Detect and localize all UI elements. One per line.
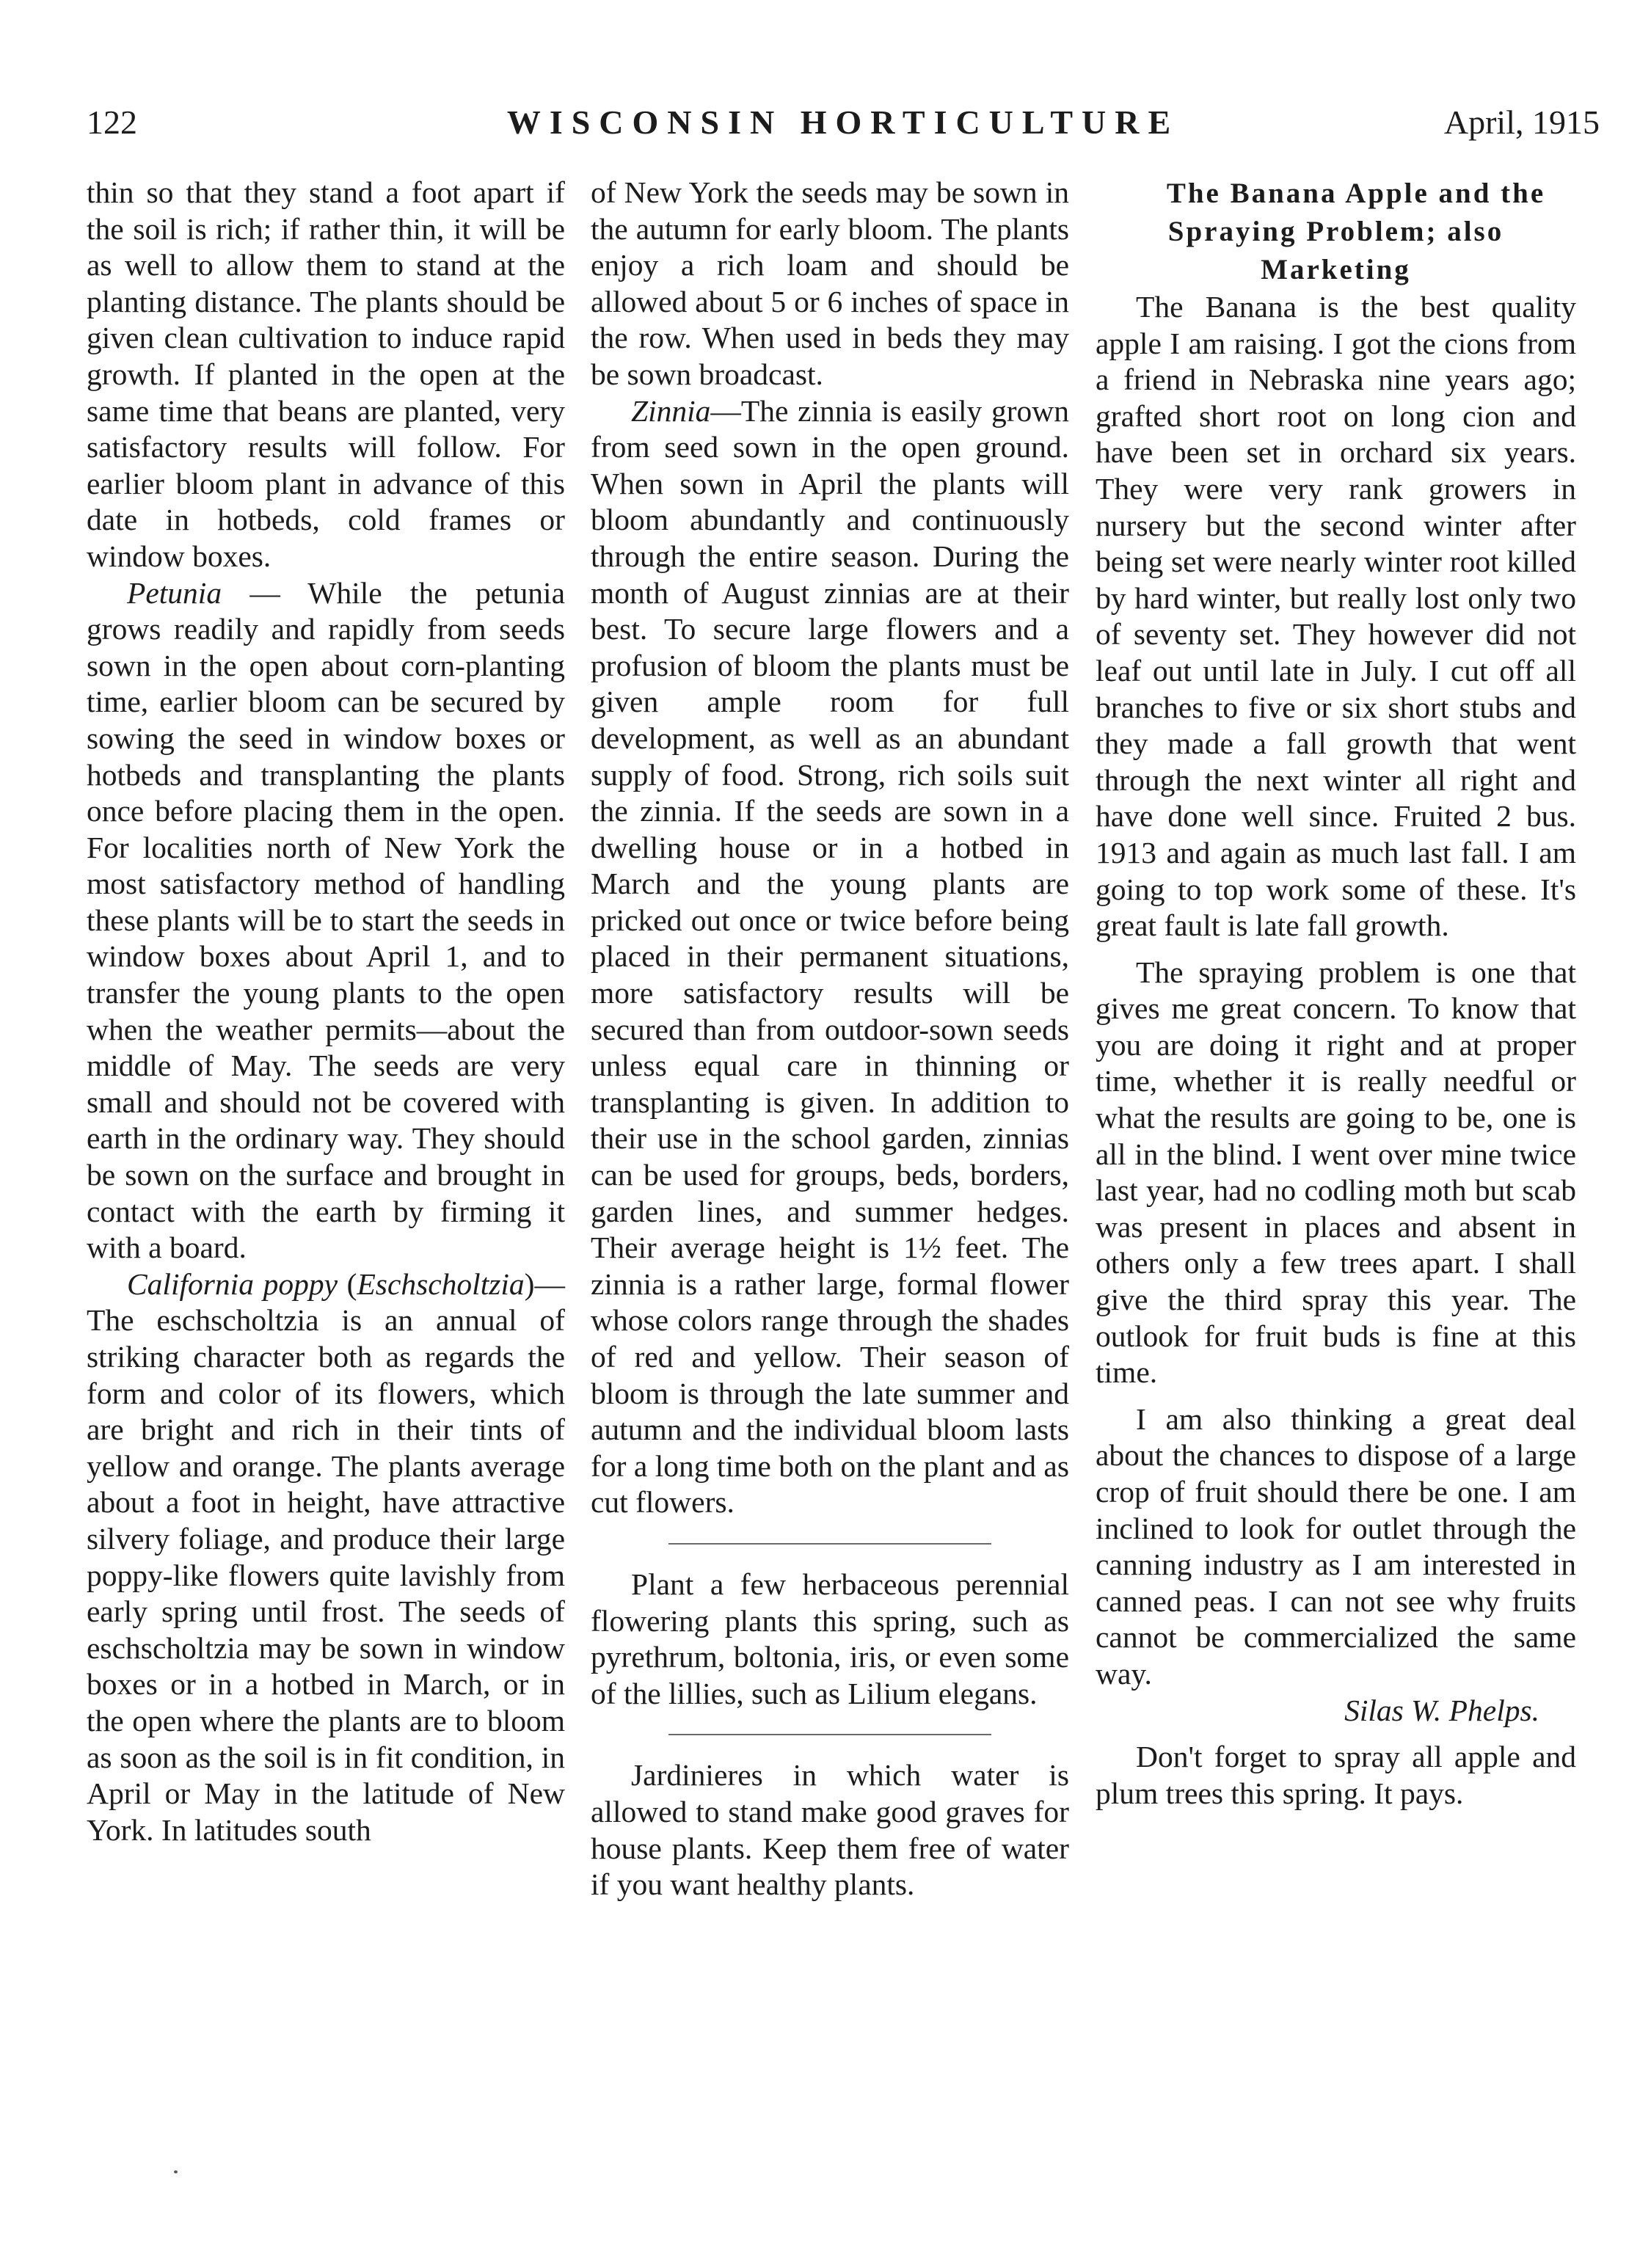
- note-perennial-plants: Plant a few herbaceous perennial flowering plants this spring, such as pyrethrum, boltonia, iris, or even some of the lillies, such as Lilium elegans.: [591, 1567, 1069, 1710]
- paragraph-planting-distance: thin so that they stand a foot apart if the soil is rich; if rather thin, it will be as well to allow them to stand at the planting distance. The plants should be given clean cultivation to induce rapid growth. If planted in the open at the same time that beans are planted, very satisfactory results will follow. For earlier bloom plant in advance of this date in hotbeds, cold frames or window boxes.: [87, 175, 565, 573]
- article-title: The Banana Apple and the Spraying Problem; also Marketing: [1166, 178, 1546, 285]
- issue-date: April, 1915: [1443, 103, 1600, 141]
- divider-rule: [668, 1734, 991, 1735]
- print-speck: [174, 2170, 178, 2173]
- paragraph-california-poppy: California poppy (Eschscholtzia)—The eschscholtzia is an annual of striking character both as regards the form and color of its flowers, which are bright and rich in their tints of yellow and orange. The plants average about a foot in height, have attractive silvery foliage, and produce their large poppy-like flowers quite lavishly from early spring until frost. The seeds of eschscholtzia may be sown in window boxes or in a hotbed in March, or in the open where the plants are to bloom as soon as the soil is in fit condition, in April or May in the latitude of New York. In latitudes south: [87, 1266, 565, 1847]
- page-number: 122: [87, 103, 137, 141]
- column-1: [87, 175, 565, 1848]
- note-jardinieres: Jardinieres in which water is allowed to stand make good graves for house plants. Keep them free of water if you want healthy plants.: [591, 1758, 1069, 1902]
- journal-title: WISCONSIN HORTICULTURE: [506, 103, 1180, 141]
- author-signature: Silas W. Phelps.: [1344, 1693, 1539, 1727]
- column-2: [591, 175, 1069, 1903]
- zinnia-heading: Zinnia: [631, 393, 711, 428]
- paragraph-petunia: Petunia — While the petunia grows readily and rapidly from seeds sown in the open about corn-planting time, earlier bloom can be secured by sowing the seed in window boxes or hotbeds and transplanting the plants once before placing them in the open. For localities north of New York the most satisfactory method of handling these plants will be to start the seeds in window boxes about April 1, and to transfer the young plants to the open when the weather permits—about the middle of May. The seeds are very small and should not be covered with earth in the ordinary way. They should be sown on the surface and brought in contact with the earth by firming it with a board.: [87, 575, 565, 1265]
- paragraph-spray-reminder: Don't forget to spray all apple and plum trees this spring. It pays.: [1096, 1740, 1576, 1810]
- paragraph-zinnia: Zinnia—The zinnia is easily grown from seed sown in the open ground. When sown in April the plants will bloom abundantly and continuously through the entire season. During the month of August zinnias are at their best. To secure large flowers and a profusion of bloom the plants must be given ample room for full development, as well as an abundant supply of food. Strong, rich soils suit the zinnia. If the seeds are sown in a dwelling house or in a hotbed in March and the young plants are pricked out once or twice before being placed in their permanent situations, more satisfactory results will be secured than from outdoor-sown seeds unless equal care in thinning or transplanting is given. In addition to their use in the school garden, zinnias can be used for groups, beds, borders, garden lines, and summer hedges. Their average height is 1½ feet. The zinnia is a rather large, formal flower whose colors range through the shades of red and yellow. Their season of bloom is through the late summer and autumn and the individual bloom lasts for a long time both on the plant and as cut flowers.: [591, 393, 1069, 1520]
- eschscholtzia-latin-name: Eschscholtzia: [357, 1266, 525, 1301]
- california-poppy-heading: California poppy: [127, 1266, 338, 1301]
- petunia-heading: Petunia: [127, 575, 222, 610]
- paragraph-spraying-problem: The spraying problem is one that gives me great concern. To know that you are doing it right and at proper time, whether it is really needful or what the results are going to be, one is all in the blind. I went over mine twice last year, had no codling moth but scab was present in places and absent in others only a few trees apart. I shall give the third spray this year. The outlook for fruit buds is fine at this time.: [1096, 955, 1576, 1390]
- paragraph-marketing: I am also thinking a great deal about the chances to dispose of a large crop of fruit should there be one. I am inclined to look for outlet through the canning industry as I am interested in canned peas. I can not see why fruits cannot be commercialized the same way.: [1096, 1401, 1576, 1691]
- divider-rule: [668, 1543, 991, 1545]
- paragraph-banana-apple: The Banana is the best quality apple I am raising. I got the cions from a friend in Nebraska nine years ago; grafted short root on long cion and have been set in orchard six years. They were very rank growers in nursery but the second winter after being set were nearly winter root killed by hard winter, but really lost only two of seventy set. They however did not leaf out until late in July. I cut off all branches to five or six short stubs and they made a fall growth that went through the next winter all right and have done well since. Fruited 2 bus. 1913 and again as much last fall. I am going to top work some of these. It's great fault is late fall growth.: [1096, 290, 1576, 943]
- page-header: [87, 103, 1600, 154]
- paragraph-poppy-continued: of New York the seeds may be sown in the autumn for early bloom. The plants enjoy a rich loam and should be allowed about 5 or 6 inches of space in the row. When used in beds they may be sown broadcast.: [591, 175, 1069, 391]
- column-3: [1096, 175, 1576, 1812]
